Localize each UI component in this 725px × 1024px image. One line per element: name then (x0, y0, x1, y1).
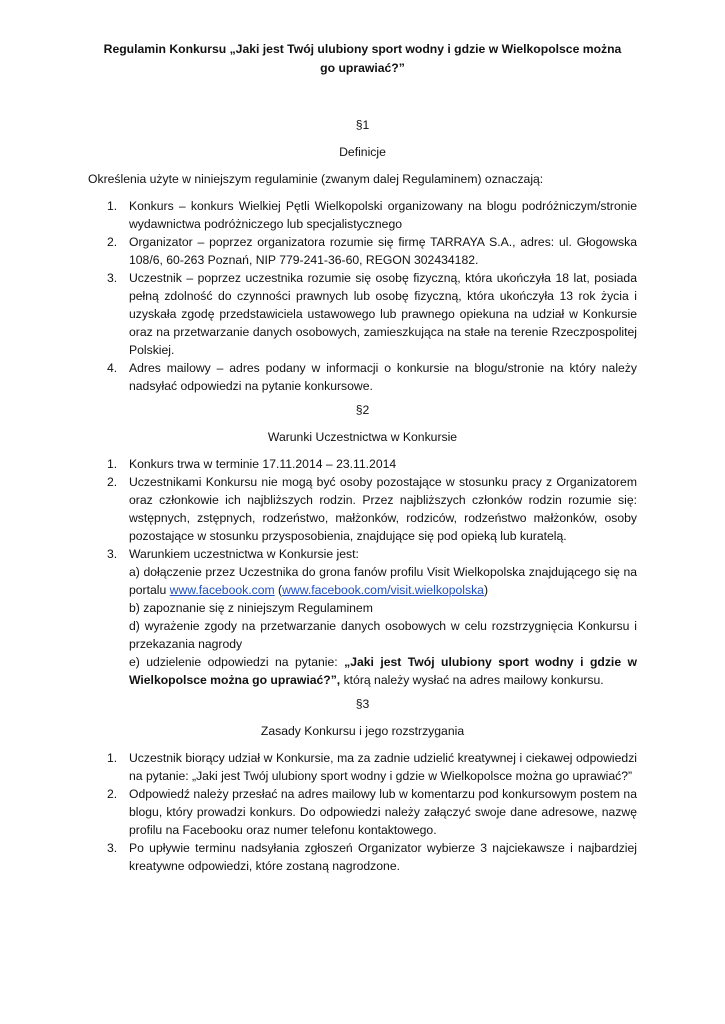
list-item: 2. Organizator – poprzez organizatora rozumie się firmę TARRAYA S.A., adres: ul. Głogowska 108/6, 60-263 Poznań, NIP 779-241-36-60, REGON 302434182. (107, 235, 637, 267)
section-1-list (88, 197, 637, 395)
condition-d: d) wyrażenie zgody na przetwarzanie danych osobowych w celu rozstrzygnięcia Konkursu i przekazania nagrody (129, 619, 637, 651)
section-1-intro: Określenia użyte w niniejszym regulaminie (zwanym dalej Regulaminem) oznaczają: (88, 172, 544, 186)
section-3-heading: Zasady Konkursu i jego rozstrzygania (260, 724, 465, 738)
condition-a: a) dołączenie przez Uczestnika do grona fanów profilu Visit Wielkopolska znajdującego się na portalu www.facebook.com (www.facebook.com/visit.wielkopolska) (129, 565, 637, 597)
section-3-symbol: §3 (355, 697, 370, 711)
visit-wielkopolska-link[interactable]: www.facebook.com/visit.wielkopolska (282, 583, 484, 597)
list-item: 2. Odpowiedź należy przesłać na adres mailowy lub w komentarzu pod konkursowym postem na blogu, który prowadzi konkurs. Do odpowiedzi należy załączyć swoje dane adresowe, nazwę profilu na Facebooku oraz numer telefonu kontaktowego. (107, 787, 637, 837)
facebook-link[interactable]: www.facebook.com (169, 583, 275, 597)
list-item: 3. Po upływie terminu nadsyłania zgłoszeń Organizator wybierze 3 najciekawsze i najbardziej kreatywne odpowiedzi, które zostaną nagrodzone. (107, 841, 637, 873)
condition-b: b) zapoznanie się z niniejszym Regulaminem (129, 601, 373, 615)
contest-question: „Jaki jest Twój ulubiony sport wodny i gdzie w Wielkopolsce można go uprawiać?”, (129, 655, 638, 687)
list-item: 2. Uczestnikami Konkursu nie mogą być osoby pozostające w stosunku pracy z Organizatorem oraz członkowie ich najbliższych rodzin. Przez najbliższych członków rodzin rozumie się: wstępnych, zstępnych, rodzeństwo, małżonków, rodziców, rodzeństwo małżonków, osoby pozostające w stosunku przysposobienia, znajdujące się pod opieką lub kuratelą. (107, 475, 637, 543)
document-title: Regulamin Konkursu „Jaki jest Twój ulubiony sport wodny i gdzie w Wielkopolsce można go uprawiać?” (103, 42, 622, 75)
section-3-list (88, 749, 637, 875)
condition-e: e) udzielenie odpowiedzi na pytanie: „Jaki jest Twój ulubiony sport wodny i gdzie w Wielkopolsce można go uprawiać?”, którą należy wysłać na adres mailowy konkursu. (129, 655, 638, 687)
section-2-symbol: §2 (355, 403, 370, 417)
list-item: 1. Konkurs trwa w terminie 17.11.2014 – 23.11.2014 (107, 457, 397, 471)
section-1-symbol: §1 (355, 118, 370, 132)
list-item: 3. Warunkiem uczestnictwa w Konkursie jest: a) dołączenie przez Uczestnika do grona fanów profilu Visit Wielkopolska znajdującego się na portalu www.facebook.com (www.facebook.com/visit.wielkopolska) b) zapoznanie się z niniejszym Regulaminem d) wyrażenie zgody na przetwarzanie danych osobowych w celu rozstrzygnięcia Konkursu i przekazania nagrody e) udzielenie odpowiedzi na pytanie: „Jaki jest Twój ulubiony sport wodny i gdzie w Wielkopolsce można go uprawiać?”, którą należy wysłać na adres mailowy konkursu. (107, 547, 638, 687)
section-1-heading: Definicje (339, 145, 386, 159)
section-2-heading: Warunki Uczestnictwa w Konkursie (267, 430, 458, 444)
list-item: 1. Konkurs – konkurs Wielkiej Pętli Wielkopolski organizowany na blogu podróżniczym/stronie wydawnictwa podróżniczego lub specjalistycznego (107, 199, 637, 231)
section-2-list (88, 455, 637, 689)
list-item: 4. Adres mailowy – adres podany w informacji o konkursie na blogu/stronie na który należy nadsyłać odpowiedzi na pytanie konkursowe. (107, 361, 637, 393)
list-item: 1. Uczestnik biorący udział w Konkursie, ma za zadnie udzielić kreatywnej i ciekawej odpowiedzi na pytanie: „Jaki jest Twój ulubiony sport wodny i gdzie w Wielkopolsce można go uprawiać?” (107, 751, 637, 783)
list-item: 3. Uczestnik – poprzez uczestnika rozumie się osobę fizyczną, która ukończyła 18 lat, posiada pełną zdolność do czynności prawnych lub osobę fizyczną, która ukończyła 13 rok życia i uzyskała zgodę przedstawiciela ustawowego lub prawnego opiekuna na udział w Konkursie oraz na przetwarzanie danych osobowych, zamieszkująca na stałe na terenie Rzeczpospolitej Polskiej. (107, 271, 637, 357)
